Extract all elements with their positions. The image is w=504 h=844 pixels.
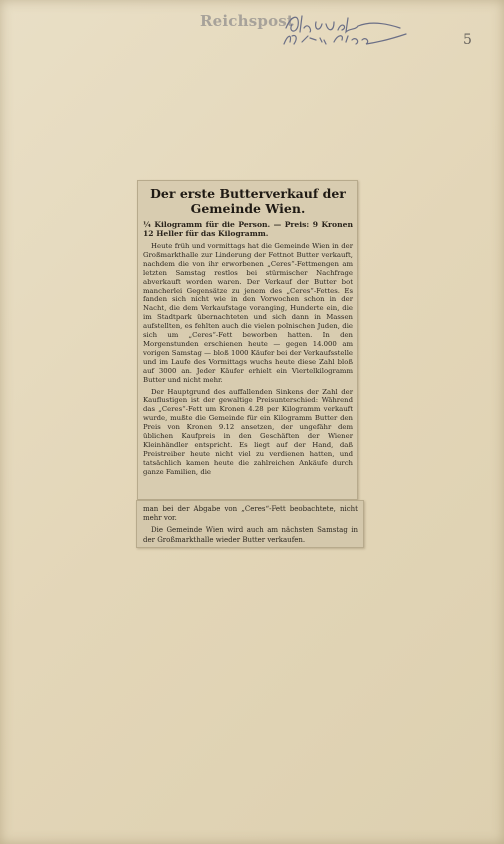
article-headline: Der erste Butterverkauf der Gemeinde Wien. — [150, 186, 346, 216]
handwriting-scribble — [282, 8, 410, 48]
newspaper-clipping-continuation — [136, 500, 364, 548]
source-stamp: Reichspost — [200, 12, 295, 30]
newspaper-clipping-main — [137, 180, 358, 500]
article-closing: Die Gemeinde Wien wird auch am nächsten Samstag in der Großmarkthalle wieder Butter verkaufen. — [143, 526, 358, 544]
article-continuation: man bei der Abgabe von „Ceres“-Fett beobachtete, nicht mehr vor. — [143, 505, 358, 523]
handwritten-date-note — [282, 8, 410, 48]
page-number: 5 — [463, 32, 472, 48]
article-paragraph: Der Hauptgrund des auffallenden Sinkens der Zahl der Kauflustigen ist der gewaltige Preisunterschied: Während das „Ceres“-Fett um Kronen 4.28 per Kilogramm verkauft wurde, mußte die Gemeinde für ein Kilogramm Butter den Preis von Kronen 9.12 ansetzen, der ungefähr dem üblichen Kaufpreis in den Geschäften der Wiener Kleinhändler entspricht. Es liegt auf der Hand, daß Preistreiber heute nicht viel zu verdienen hatten, und tatsächlich kamen heute die zahlreichen Ankäufe durch ganze Familien, die — [143, 387, 353, 476]
article-subhead: ¼ Kilogramm für die Person. — Preis: 9 Kronen 12 Heller für das Kilogramm. — [143, 220, 353, 238]
article-paragraph: Heute früh und vormittags hat die Gemeinde Wien in der Großmarkthalle zur Linderung der Fettnot Butter verkauft, nachdem die von ihr erworbenen „Ceres“-Fettmengen am letzten Samstag restlos bei stürmischer Nachfrage abverkauft worden waren. Der Verkauf der Butter bot mancherlei Gegensätze zu jenem des „Ceres“-Fettes. Es fanden sich nicht wie in den Vorwochen schon in der Nacht, die dem Verkaufstage voranging, Hunderte ein, die im Stadtpark übernachteten und sich dann in Massen aufstellten, es fehlten auch die vielen polnischen Juden, die sich um „Ceres“-Fett beworben hatten. In den Morgenstunden erschienen heute — gegen 14.000 am vorigen Samstag — bloß 1000 Käufer bei der Verkaufsstelle und im Laufe des Vormittags wuchs heute diese Zahl bloß auf 3000 an. Jeder Käufer erhielt ein Viertelkilogramm Butter und nicht mehr. — [143, 242, 353, 384]
